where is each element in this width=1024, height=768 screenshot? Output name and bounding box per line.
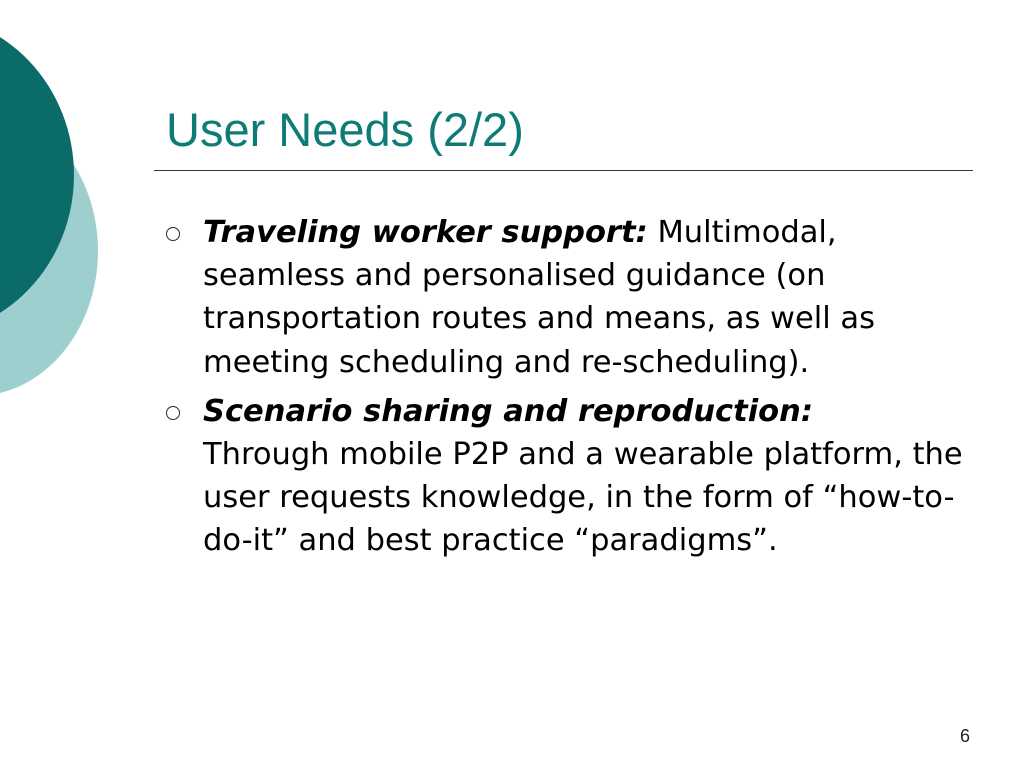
title-divider xyxy=(154,170,973,171)
bullet-text: Through mobile P2P and a wearable platform, the user requests knowledge, in the form of “how-to-do-it” and best practice “paradigms”. xyxy=(203,437,963,559)
hollow-circle-bullet-icon xyxy=(166,406,180,420)
bullet-item-traveling-worker-support xyxy=(160,211,970,384)
bullet-item-scenario-sharing xyxy=(160,390,970,563)
bullet-text: Multimodal, seamless and personalised guidance (on transportation routes and means, as well as meeting scheduling and re-scheduling). xyxy=(203,215,875,380)
page-number: 6 xyxy=(959,726,970,746)
hollow-circle-bullet-icon xyxy=(166,227,180,241)
bullet-lead: Scenario sharing and reproduction: xyxy=(203,393,814,429)
bullet-list xyxy=(160,211,970,569)
slide-title: User Needs (2/2) xyxy=(166,103,524,156)
bullet-lead: Traveling worker support: xyxy=(203,215,648,250)
